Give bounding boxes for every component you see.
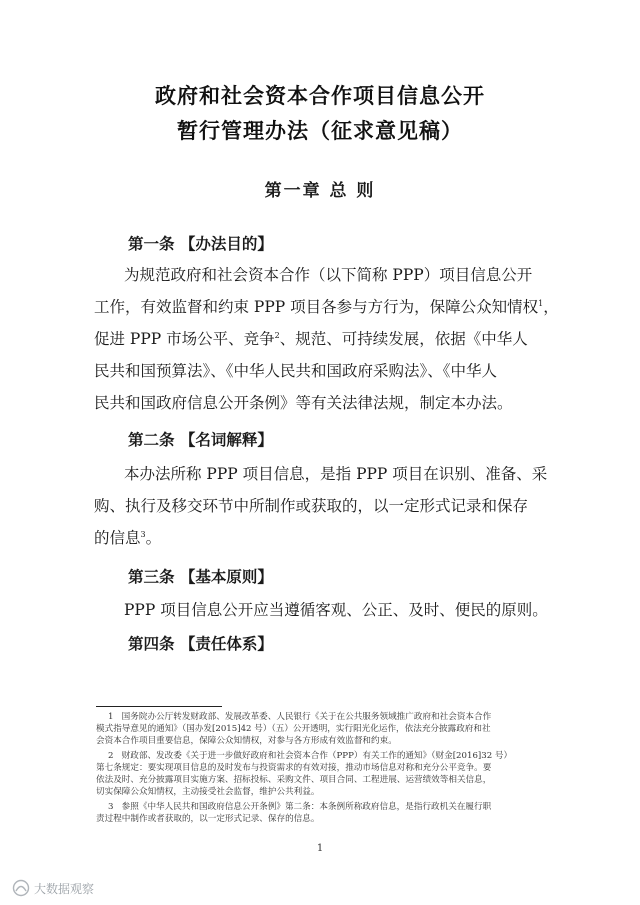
chapter-heading: 第一章 总 则 [264,181,376,201]
article-2-line-2: 购、执行及移交环节中所制作或获取的，以一定形式记录和保存 [94,497,529,515]
watermark-text: 大数据观察 [34,881,95,896]
article-2-line-3: 的信息$^3$。 [94,529,162,547]
document-title-line-1: 政府和社会资本合作项目信息公开 [155,84,485,108]
footnote-1-line-2: 模式指导意见的通知》（国办发[2015]42 号）（五）公开透明，实行阳光化运作，依法充分披露政府和社 [96,724,491,734]
footnote-2-line-1: 2 财政部、发改委《关于进一步做好政府和社会资本合作（PPP）有关工作的通知》（财金[2016]32 号） [108,751,513,761]
article-3-heading: 第三条 【基本原则】 [128,568,273,586]
article-4-heading: 第四条 【责任体系】 [128,635,273,653]
footnote-1-line-3: 会资本合作项目重要信息，保障公众知情权，对参与各方形成有效监督和约束。 [96,736,397,746]
page-number: 1 [316,843,324,854]
document-title-line-2: 暂行管理办法（征求意见稿） [177,119,463,143]
footnote-3-line-1: 3 参照《中华人民共和国政府信息公开条例》第二条：本条例所称政府信息，是指行政机关在履行职 [108,802,492,812]
article-1-line-3: 促进 PPP 市场公平、竞争$^2$、规范、可持续发展，依据《中华人 [94,330,528,348]
footnote-separator [96,706,222,707]
footnote-ref-2: 2 [274,331,280,340]
article-3-line-1: PPP 项目信息公开应当遵循客观、公正、及时、便民的原则。 [124,601,548,619]
article-1-line-1: 为规范政府和社会资本合作（以下简称 PPP）项目信息公开 [124,266,533,284]
footnote-2-line-2: 第七条规定：要实现项目信息的及时发布与投资需求的有效对接，推动市场信息对称和充分公平竞争。要 [96,763,492,773]
footnote-1-line-1: 1 国务院办公厅转发财政部、发展改革委、人民银行《关于在公共服务领域推广政府和社会资本合作 [108,712,492,722]
article-2-heading: 第二条 【名词解释】 [128,431,273,449]
watermark [12,879,94,897]
footnote-2-line-4: 切实保障公众知情权，主动接受社会监督，维护公共利益。 [96,787,320,797]
article-1-line-2: 工作，有效监督和约束 PPP 项目各参与方行为，保障公众知情权$^1$， [94,298,559,316]
footnote-3-line-2: 责过程中制作或者获取的，以一定形式记录、保存的信息。 [96,814,320,824]
watermark-logo-icon [12,879,30,897]
article-1-line-4: 民共和国预算法》、《中华人民共和国政府采购法》、《中华人 [94,362,498,380]
footnote-2-line-3: 依法及时、充分披露项目实施方案、招标投标、采购文件、项目合同、工程进展、运营绩效等相关信息， [96,775,492,785]
footnote-ref-3: 3 [140,530,146,539]
article-1-heading: 第一条 【办法目的】 [128,235,273,253]
article-2-line-1: 本办法所称 PPP 项目信息，是指 PPP 项目在识别、准备、采 [124,465,548,483]
footnote-ref-1: 1 [538,299,544,308]
article-1-line-5: 民共和国政府信息公开条例》等有关法律法规，制定本办法。 [94,394,513,412]
